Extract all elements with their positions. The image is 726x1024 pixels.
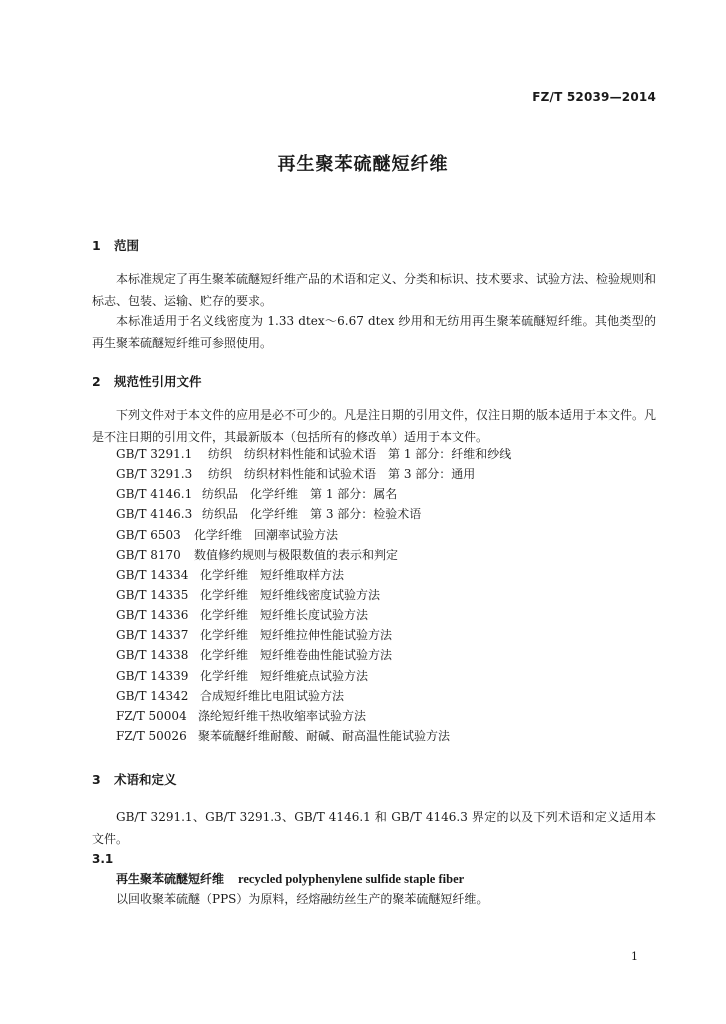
reference-item [116,645,511,665]
reference-title: 化学纤维 短纤维长度试验方法 [200,608,369,623]
standard-number: FZ/T 52039—2014 [532,90,656,104]
reference-code: GB/T 3291.3 [116,467,193,482]
reference-item [116,686,511,706]
scope-paragraph-2: 本标准适用于名义线密度为 1.33 dtex～6.67 dtex 纱用和无纺用再生聚苯硫醚短纤维。其他类型的再生聚苯硫醚短纤维可参照使用。 [92,314,656,350]
reference-item [116,726,511,746]
term-english: recycled polyphenylene sulfide staple fiber [238,872,465,886]
reference-item [116,625,511,645]
reference-title: 纺织 纺织材料性能和试验术语 第 1 部分：纤维和纱线 [208,447,512,461]
term-heading [116,870,464,887]
reference-code: GB/T 4146.3 [116,507,193,522]
reference-code: FZ/T 50004 [116,708,187,723]
reference-title: 化学纤维 回潮率试验方法 [194,527,339,542]
reference-title: 纺织品 化学纤维 第 3 部分：检验术语 [202,507,422,522]
reference-item [116,706,511,726]
reference-item [116,666,511,686]
reference-list [116,444,511,746]
reference-item [116,504,511,524]
reference-code: GB/T 14342 [116,688,189,703]
reference-code: GB/T 14335 [116,587,189,602]
reference-title: 化学纤维 短纤维线密度试验方法 [200,587,381,602]
reference-code: GB/T 14338 [116,648,189,663]
reference-code: GB/T 3291.1 [116,447,193,461]
terms-intro: GB/T 3291.1、GB/T 3291.3、GB/T 4146.1 和 GB/T 4146.3 界定的以及下列术语和定义适用本文件。 [92,810,656,846]
document-title: 再生聚苯硫醚短纤维 [277,154,449,175]
section-title: 范围 [114,238,140,253]
reference-item [116,525,511,545]
reference-item [116,444,511,464]
reference-code: GB/T 14339 [116,668,189,683]
reference-title: 化学纤维 短纤维拉伸性能试验方法 [200,628,393,643]
reference-title: 数值修约规则与极限数值的表示和判定 [194,547,399,562]
references-intro: 下列文件对于本文件的应用是必不可少的。凡是注日期的引用文件，仅注日期的版本适用于本文件。凡是不注日期的引用文件，其最新版本（包括所有的修改单）适用于本文件。 [92,408,657,444]
scope-paragraph-1: 本标准规定了再生聚苯硫醚短纤维产品的术语和定义、分类和标识、技术要求、试验方法、检验规则和标志、包装、运输、贮存的要求。 [92,272,657,308]
term-definition: 以回收聚苯硫醚（PPS）为原料，经熔融纺丝生产的聚苯硫醚短纤维。 [116,892,489,906]
reference-title: 纺织 纺织材料性能和试验术语 第 3 部分：通用 [208,467,476,482]
section-3-heading [92,770,177,788]
reference-title: 化学纤维 短纤维取样方法 [200,567,345,582]
reference-item [116,545,511,565]
section-number: 2 [92,374,101,389]
reference-item [116,585,511,605]
reference-code: GB/T 14336 [116,608,189,623]
reference-code: GB/T 4146.1 [116,487,193,502]
reference-item [116,464,511,484]
reference-title: 纺织品 化学纤维 第 1 部分：属名 [202,487,398,502]
section-title: 术语和定义 [114,772,177,787]
reference-title: 合成短纤维比电阻试验方法 [200,688,345,703]
reference-code: GB/T 8170 [116,547,181,562]
section-number: 1 [92,238,101,253]
reference-item [116,565,511,585]
reference-item [116,605,511,625]
section-number: 3 [92,772,101,787]
reference-title: 化学纤维 短纤维卷曲性能试验方法 [200,648,393,663]
reference-code: FZ/T 50026 [116,728,187,743]
section-2-heading [92,372,202,390]
reference-code: GB/T 14337 [116,628,189,643]
reference-code: GB/T 14334 [116,567,189,582]
term-number: 3.1 [92,852,114,866]
reference-item [116,484,511,504]
term-chinese: 再生聚苯硫醚短纤维 [116,872,225,886]
reference-title: 化学纤维 短纤维疵点试验方法 [200,668,369,683]
section-title: 规范性引用文件 [114,374,202,389]
reference-title: 聚苯硫醚纤维耐酸、耐碱、耐高温性能试验方法 [198,728,451,743]
section-1-heading [92,236,139,254]
reference-code: GB/T 6503 [116,527,181,542]
page-number: 1 [631,950,638,963]
reference-title: 涤纶短纤维干热收缩率试验方法 [198,708,367,723]
